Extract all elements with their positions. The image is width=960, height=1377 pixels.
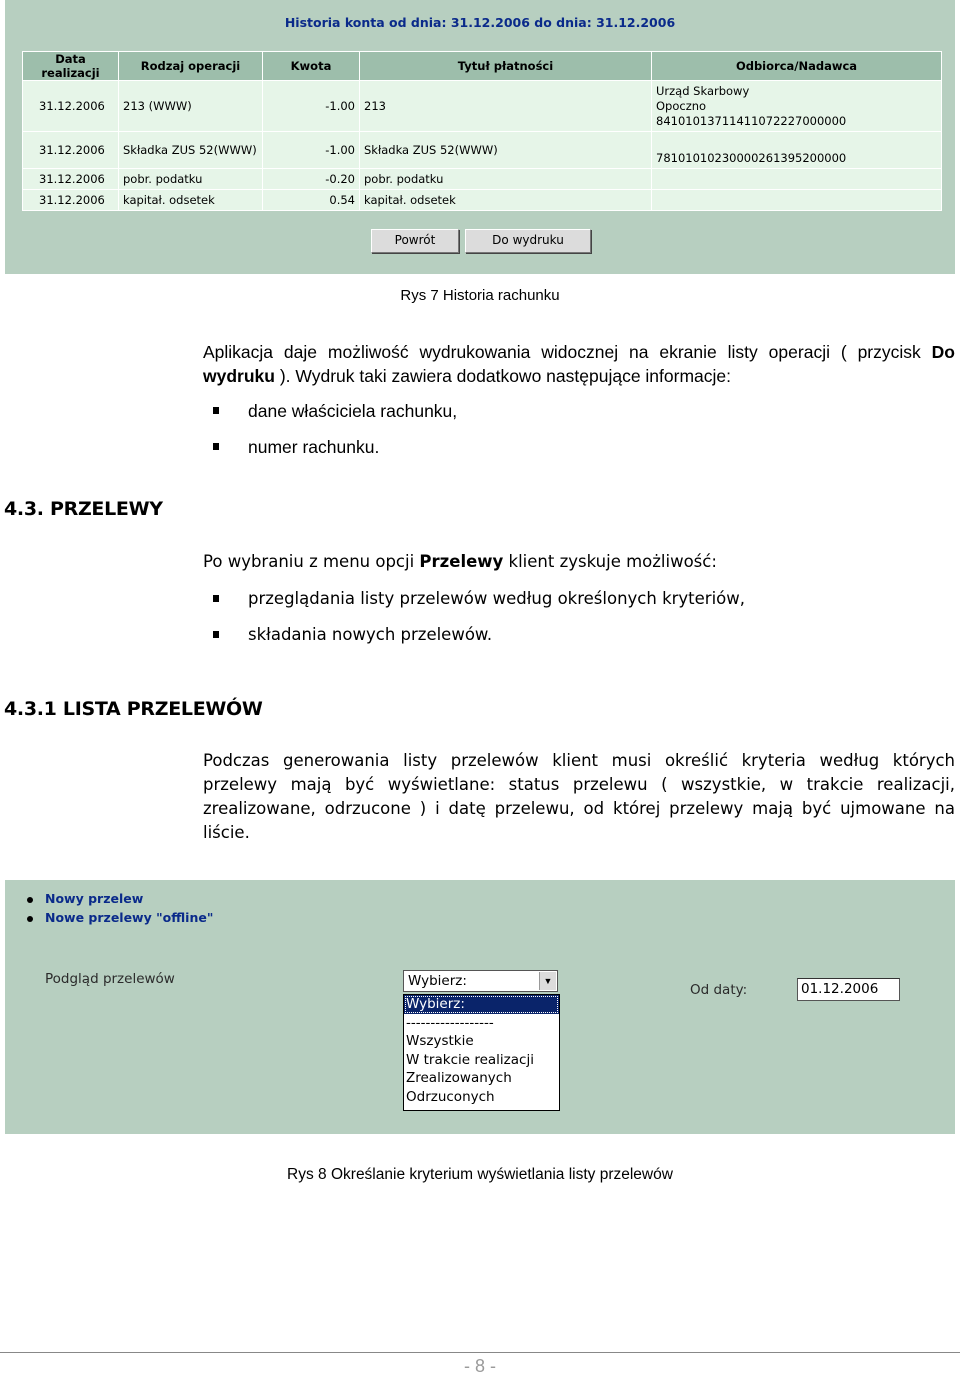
print-button[interactable]: Do wydruku <box>465 229 591 253</box>
p2-end: klient zyskuje możliwość: <box>503 552 717 571</box>
cell-title: Składka ZUS 52(WWW) <box>360 132 652 169</box>
status-select-value: Wybierz: <box>408 973 467 989</box>
table-row <box>23 169 942 190</box>
p2-bold: Przelewy <box>419 552 504 571</box>
cell-title: 213 <box>360 81 652 132</box>
chevron-down-icon[interactable]: ▼ <box>539 972 556 990</box>
back-button[interactable]: Powrót <box>371 229 459 253</box>
status-option[interactable]: Odrzuconych <box>406 1088 495 1105</box>
cell-type: kapitał. odsetek <box>119 190 263 211</box>
table-row <box>23 132 942 169</box>
list-item-text: składania nowych przelewów. <box>248 625 493 644</box>
bullet-icon <box>213 595 219 602</box>
cell-title: kapitał. odsetek <box>360 190 652 211</box>
transfers-screenshot <box>5 880 955 1134</box>
cell-date: 31.12.2006 <box>23 169 119 190</box>
p1-start: Aplikacja daje możliwość wydrukowania widocznej na ekranie listy operacji ( przycisk <box>203 342 932 362</box>
p1-end: ). Wydruk taki zawiera dodatkowo następujące informacje: <box>274 366 731 386</box>
status-option[interactable]: W trakcie realizacji <box>406 1051 534 1068</box>
paragraph-print-info <box>203 340 955 388</box>
cell-amount: -0.20 <box>263 169 360 190</box>
list-item-text: numer rachunku. <box>248 437 380 457</box>
cell-date: 31.12.2006 <box>23 190 119 211</box>
new-offline-transfers-link[interactable]: Nowe przelewy "offline" <box>45 910 214 925</box>
status-option[interactable]: ------------------ <box>406 1014 494 1031</box>
status-option[interactable]: Wszystkie <box>406 1033 474 1049</box>
cell-date: 31.12.2006 <box>23 81 119 132</box>
figure8-caption: Rys 8 Określanie kryterium wyświetlania listy przelewów <box>287 1166 673 1183</box>
date-from-input[interactable]: 01.12.2006 <box>797 978 900 1001</box>
date-label: Od daty: <box>690 982 748 998</box>
heading-przelewy: 4.3. PRZELEWY <box>4 498 163 520</box>
col-header-amount: Kwota <box>263 52 360 81</box>
col-header-title: Tytuł płatności <box>360 52 652 81</box>
bullet-icon <box>27 897 33 903</box>
recipient-line: Urząd Skarbowy <box>656 83 750 98</box>
list-item-text: przeglądania listy przelewów według określonych kryteriów, <box>248 589 746 608</box>
bullet-icon <box>213 443 219 450</box>
paragraph-transfers-menu <box>203 550 955 574</box>
history-title: Historia konta od dnia: 31.12.2006 do dnia: 31.12.2006 <box>284 15 676 30</box>
table-row <box>23 81 942 132</box>
heading-lista-przelewow: 4.3.1 LISTA PRZELEWÓW <box>4 698 263 720</box>
cell-amount: -1.00 <box>263 132 360 169</box>
recipient-line: Opoczno <box>656 98 707 113</box>
p2-start: Po wybraniu z menu opcji <box>203 552 420 571</box>
cell-recipient <box>652 190 942 211</box>
bullet-icon <box>213 631 219 638</box>
bullet-icon <box>27 916 33 922</box>
cell-type: Składka ZUS 52(WWW) <box>119 132 263 169</box>
cell-date: 31.12.2006 <box>23 132 119 169</box>
cell-recipient <box>652 81 942 132</box>
page-number: - 8 - <box>463 1356 496 1376</box>
cell-amount: -1.00 <box>263 81 360 132</box>
col-header-type: Rodzaj operacji <box>119 52 263 81</box>
cell-type: pobr. podatku <box>119 169 263 190</box>
status-options-list <box>403 994 560 1111</box>
list-item-text: dane właściciela rachunku, <box>248 401 458 421</box>
col-header-recipient: Odbiorca/Nadawca <box>652 52 942 81</box>
status-option[interactable]: Wybierz: <box>404 995 559 1014</box>
figure7-caption: Rys 7 Historia rachunku <box>400 287 560 304</box>
recipient-line: 84101013711411072227000000 <box>656 113 847 128</box>
status-select[interactable] <box>403 970 558 992</box>
cell-amount: 0.54 <box>263 190 360 211</box>
cell-recipient <box>652 169 942 190</box>
col-header-date: Data realizacji <box>23 52 119 81</box>
status-option[interactable]: Zrealizowanych <box>406 1070 512 1086</box>
paragraph-list-criteria: Podczas generowania listy przelewów klient musi określić kryteria według których przelewy mają być wyświetlane: status przelewu ( wszystkie, w trakcie realizacji, zrealizowane, odrzucone ) i datę przelewu, od której przelewy mają być ujmowane na liście. <box>203 751 955 842</box>
table-row <box>23 190 942 211</box>
cell-recipient <box>652 132 942 169</box>
table-header-row <box>23 52 942 81</box>
recipient-line: 78101010230000261395200000 <box>656 151 847 165</box>
history-table <box>22 51 942 211</box>
cell-type: 213 (WWW) <box>119 81 263 132</box>
footer-divider <box>0 1352 960 1353</box>
cell-title: pobr. podatku <box>360 169 652 190</box>
p1-bold: Do wydruku <box>203 342 955 386</box>
preview-label: Podgląd przelewów <box>45 971 175 987</box>
new-transfer-link[interactable]: Nowy przelew <box>45 891 144 906</box>
bullet-icon <box>213 407 219 414</box>
account-history-screenshot <box>5 0 955 274</box>
